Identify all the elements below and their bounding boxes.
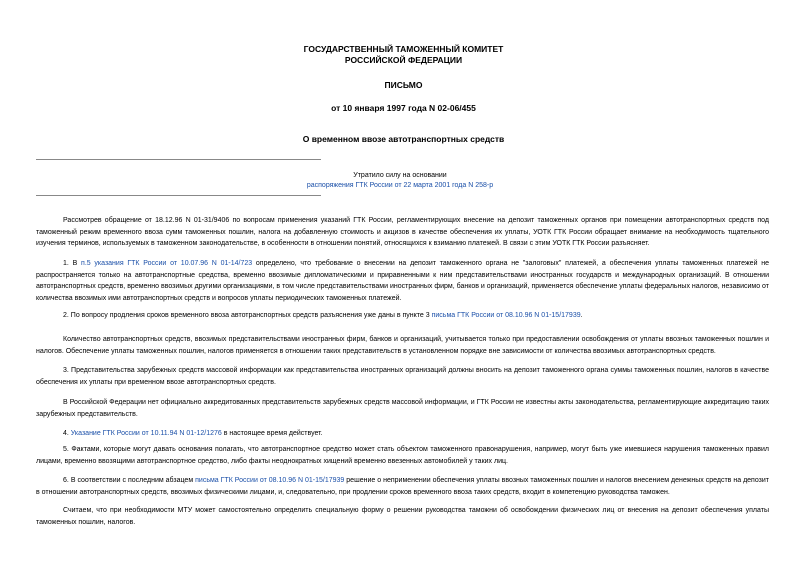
paragraph-intro: Рассмотрев обращение от 18.12.96 N 01-31/9406 по вопросам применения указаний ГТК России, регламентирующих внесение на депозит таможенных органов при помещении автотранспортных средств под таможенный режим временного ввоза сумм таможенных пошлин, налога на добавленную стоимость и акцизов в качестве обеспечения их уплаты, УОТК ГТК России обращает внимание на необходимость тщательного изучения терминов, используемых в таможенном законодательстве, в особенности в отношении понятий, относящихся к взиманию платежей. В связи с этим УОТК ГТК России разъясняет. bbox=[36, 217, 769, 247]
document-date-number: от 10 января 1997 года N 02-06/455 bbox=[331, 103, 476, 113]
paragraph-9: Считаем, что при необходимости МТУ может самостоятельно определить специальную форму о решении руководства таможни об освобождении физических лиц от внесения на депозит обеспечения уплаты таможенных пошлин, налогов. bbox=[36, 507, 769, 526]
letter-17939-link-2[interactable]: письма ГТК России от 08.10.96 N 01-15/17939 bbox=[195, 477, 345, 484]
repeal-order-link[interactable]: распоряжения ГТК России от 22 марта 2001 года N 258-р bbox=[306, 182, 494, 189]
instruction-1276-link[interactable]: Указание ГТК России от 10.11.94 N 01-12/1276 bbox=[70, 430, 222, 437]
paragraph-4: 3. Представительства зарубежных средств массовой информации как представительства иностранных организаций должны вносить на депозит таможенного органа суммы таможенных пошлин, налогов в качестве обеспечения их уплаты при временном ввозе автотранспортных средств. bbox=[36, 367, 769, 386]
paragraph-5: В Российской Федерации нет официально аккредитованных представительств зарубежных средств массовой информации, и ГТК России не известны акты законодательства, регламентирующие аккредитацию таких зарубежных представительств. bbox=[36, 399, 769, 418]
paragraph-7: 5. Фактами, которые могут давать основания полагать, что автотранспортное средство может стать объектом таможенного правонарушения, например, могут быть уже имевшиеся нарушения таможенных правил лицами, временно ввозящими автотранспортное средство, либо факты неоднократных хищений временно ввезенных автомобилей у таких лиц. bbox=[36, 446, 769, 465]
paragraph-6: 4. Указание ГТК России от 10.11.94 N 01-12/1276 в настоящее время действует. bbox=[63, 430, 323, 437]
paragraph-2: 2. По вопросу продления сроков временного ввоза автотранспортных средств разъяснения уже даны в пункте 3 письма ГТК России от 08.10.96 N 01-15/17939. bbox=[63, 312, 583, 319]
paragraph-3: Количество автотранспортных средств, ввозимых представительствами иностранных фирм, банков и организаций, учитывается только при предоставлении освобождения от уплаты ввозных таможенных пошлин и налогов. Обеспечение уплаты таможенных пошлин, налогов применяется в отношении таких представительств в установленном порядке вне зависимости от количества ввозимых автотранспортных средств. bbox=[36, 336, 769, 355]
paragraph-1: 1. В п.5 указания ГТК России от 10.07.96 N 01-14/723 определено, что требование о внесении на депозит таможенного органа не "залоговых" платежей, а обеспечения уплаты таможенных платежей не распространяется только на автотранспортные средства, временно ввозимые дипломатическими и приравненными к ним представительствами иностранных государств и международных организаций. В отношении автотранспортных средств, временно ввозимых другими организациями, в том числе представительствами иностранных фирм, банков и организаций, применяется обеспечение уплаты федеральных налогов, независимо от количества ввозимых ими автотранспортных средств и вопросов уплаты периодических таможенных платежей. bbox=[36, 260, 770, 302]
instruction-723-link[interactable]: п.5 указания ГТК России от 10.07.96 N 01-14/723 bbox=[81, 260, 253, 267]
letter-17939-link[interactable]: письма ГТК России от 08.10.96 N 01-15/17939 bbox=[431, 312, 581, 319]
paragraph-8: 6. В соответствии с последним абзацем письма ГТК России от 08.10.96 N 01-15/17939 решение о неприменении обеспечения уплаты ввозных таможенных пошлин и налогов внесением денежных средств на депозит в отношении автотранспортных средств, ввозимых физическими лицами, и, следовательно, при продлении сроков временного ввоза таких средств, входит в компетенцию руководства таможен. bbox=[36, 477, 769, 496]
status-note: Утратило силу на основании bbox=[353, 172, 447, 179]
org-name-line1: ГОСУДАРСТВЕННЫЙ ТАМОЖЕННЫЙ КОМИТЕТ bbox=[303, 44, 504, 54]
org-name-line2: РОССИЙСКОЙ ФЕДЕРАЦИИ bbox=[344, 55, 463, 65]
top-divider bbox=[36, 159, 321, 160]
status-repeal-link-row bbox=[290, 180, 510, 191]
document-subject: О временном ввозе автотранспортных средств bbox=[302, 134, 505, 144]
document-type: ПИСЬМО bbox=[384, 80, 423, 90]
bottom-divider bbox=[36, 195, 321, 196]
